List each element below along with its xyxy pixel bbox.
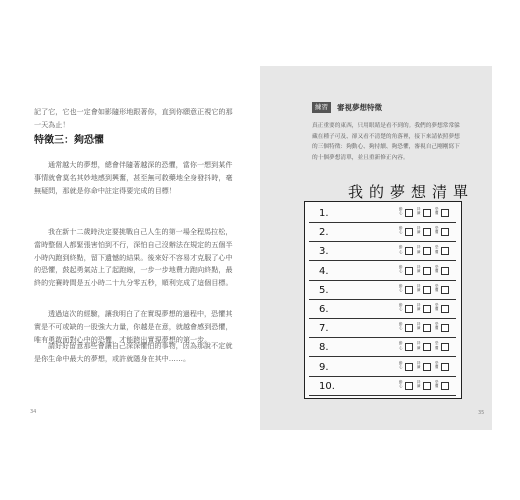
checkbox[interactable] [423,324,431,332]
checkbox[interactable] [405,267,413,275]
checkbox[interactable] [441,286,449,294]
dream-list-row[interactable] [309,264,456,281]
checkbox-group [399,226,415,240]
checkbox[interactable] [405,382,413,390]
checkbox-label: 動心 [399,379,403,388]
dream-list-row[interactable] [309,379,456,396]
checkbox-label: 動心 [399,264,403,273]
checkbox[interactable] [441,363,449,371]
dream-list-row[interactable] [309,340,456,357]
checkbox-label: 恐懼 [435,303,439,312]
checkbox-group [399,322,415,336]
checkbox[interactable] [405,363,413,371]
row-number: 4. [319,265,329,277]
checkbox-group [399,245,415,259]
checkbox-label: 恐懼 [435,245,439,254]
checkbox[interactable] [423,305,431,313]
checkbox-group [435,303,451,317]
checkbox-label: 持續 [417,360,421,369]
body-paragraph: 通常越大的夢想，總會伴隨著越深的恐懼，當你一想到某件事情就會莫名其妙地感到興奮，甚至無可救藥地全身發抖時，毫無疑問，那就是你命中註定得要完成的目標！ [34,160,233,195]
checkbox[interactable] [441,343,449,351]
row-number: 6. [319,304,329,315]
dream-list-title: 我的夢想清單 [348,183,475,201]
checkbox-label: 持續 [417,303,421,312]
checkbox-label: 恐懼 [435,322,439,331]
row-number: 9. [319,361,329,373]
checkbox-label: 動心 [399,341,403,350]
checkbox[interactable] [423,247,431,255]
dream-list-row[interactable] [309,302,456,319]
checkbox[interactable] [405,209,413,217]
body-paragraph: 請好好留意那些會讓自己深深懼怕的事物，因為那說不定就是你生命中最大的夢想，或許就隱身在其中……。 [34,341,233,363]
body-paragraph: 我在新十二歲時決定要挑戰自己人生的第一場全程馬拉松，當時整個人都緊張害怕到不行，深怕自己沒辦法在規定的五個半小時內跑到終點，留下遺憾的結果。後來好不容易才克服了心中的恐懼，鼓起勇氣站上了起跑線，一步一步地費力跑向終點，最終的完賽時間是五小時二十九分零五秒，順利完成了這個目標。 [34,227,233,287]
checkbox[interactable] [405,247,413,255]
checkbox-group [435,341,451,355]
row-number: 5. [319,284,329,296]
checkbox[interactable] [405,228,413,236]
checkbox-group [399,380,415,394]
checkbox-group [435,226,451,240]
dream-list-row[interactable] [309,206,456,223]
checkbox-label: 持續 [417,322,421,331]
checkbox[interactable] [423,343,431,351]
checkbox-label: 持續 [417,283,421,292]
checkbox-label: 動心 [399,303,403,312]
checkbox-group [435,380,451,394]
checkbox-label: 持續 [417,341,421,350]
checkbox-group [417,207,433,221]
checkbox[interactable] [405,343,413,351]
exercise-title: 審視夢想特徵 [337,103,382,112]
right-page [260,66,492,430]
checkbox[interactable] [441,382,449,390]
body-paragraph: 透過這次的經驗，讓我明白了在實現夢想的過程中，恐懼其實是不可或缺的一股強大力量，你越是在意，就越會感到恐懼，唯有勇敢面對心中的恐懼，才能跨出實現夢想的第一步。 [34,309,233,344]
checkbox[interactable] [423,363,431,371]
checkbox[interactable] [405,286,413,294]
checkbox[interactable] [423,286,431,294]
checkbox-group [417,265,433,279]
checkbox-group [417,303,433,317]
checkbox-group [417,361,433,375]
checkbox-group [435,322,451,336]
dream-list-row[interactable] [309,244,456,261]
checkbox-label: 恐懼 [435,207,439,216]
checkbox-group [417,284,433,298]
checkbox-group [417,380,433,394]
checkbox-group [399,284,415,298]
checkbox-label: 持續 [417,264,421,273]
checkbox-group [417,341,433,355]
checkbox-label: 持續 [417,226,421,235]
dream-list-box [304,201,462,399]
checkbox-group [399,207,415,221]
checkbox[interactable] [441,247,449,255]
checkbox-label: 恐懼 [435,283,439,292]
checkbox-group [435,265,451,279]
feature-heading: 特徵三：夠恐懼 [34,135,104,146]
page-number-right: 35 [478,410,485,416]
checkbox-label: 動心 [399,245,403,254]
row-number: 10. [319,380,335,392]
checkbox-label: 動心 [399,207,403,216]
checkbox-label: 恐懼 [435,226,439,235]
checkbox-group [417,322,433,336]
checkbox-group [399,341,415,355]
checkbox-label: 動心 [399,283,403,292]
checkbox-label: 恐懼 [435,264,439,273]
checkbox[interactable] [423,209,431,217]
checkbox-label: 持續 [417,379,421,388]
checkbox-group [417,245,433,259]
checkbox[interactable] [405,324,413,332]
checkbox[interactable] [441,305,449,313]
checkbox[interactable] [423,267,431,275]
checkbox-label: 動心 [399,322,403,331]
checkbox-group [399,303,415,317]
dream-list-row[interactable] [309,225,456,242]
checkbox[interactable] [441,267,449,275]
checkbox[interactable] [441,228,449,236]
exercise-tag: 練習 [312,102,331,113]
checkbox-label: 持續 [417,245,421,254]
checkbox[interactable] [441,324,449,332]
dream-list-row[interactable] [309,283,456,300]
row-number: 8. [319,342,329,354]
checkbox-label: 恐懼 [435,379,439,388]
checkbox-group [417,226,433,240]
checkbox[interactable] [441,209,449,217]
exercise-header [312,102,382,113]
row-number: 3. [319,246,329,258]
checkbox-group [399,265,415,279]
row-number: 2. [319,227,329,239]
checkbox-label: 恐懼 [435,341,439,350]
checkbox-group [435,361,451,375]
checkbox-label: 恐懼 [435,360,439,369]
checkbox[interactable] [423,228,431,236]
checkbox-group [399,361,415,375]
checkbox[interactable] [405,305,413,313]
checkbox-label: 動心 [399,226,403,235]
checkbox-group [435,284,451,298]
checkbox-group [435,245,451,259]
page-number-left: 34 [30,409,37,415]
exercise-instruction: 真正重要的東西，只用眼睛是看不到的。我們的夢想常常躲藏在種子可及、卻又看不清楚的角落裡，接下來請依照夢想的三個特徵：夠動心、夠持續、夠恐懼，審視自己剛剛寫下的十個夢想清單，並且重新修正內容。 [312,123,460,161]
dream-list-row[interactable] [309,360,456,377]
checkbox[interactable] [423,382,431,390]
checkbox-group [435,207,451,221]
checkbox-label: 持續 [417,207,421,216]
row-number: 7. [319,323,329,335]
checkbox-label: 動心 [399,360,403,369]
intro-paragraph: 記了它，它也一定會如影隨形地跟著你，直到你願意正視它的那一天為止！ [34,107,233,129]
row-number: 1. [319,208,329,219]
dream-list-row[interactable] [309,321,456,338]
